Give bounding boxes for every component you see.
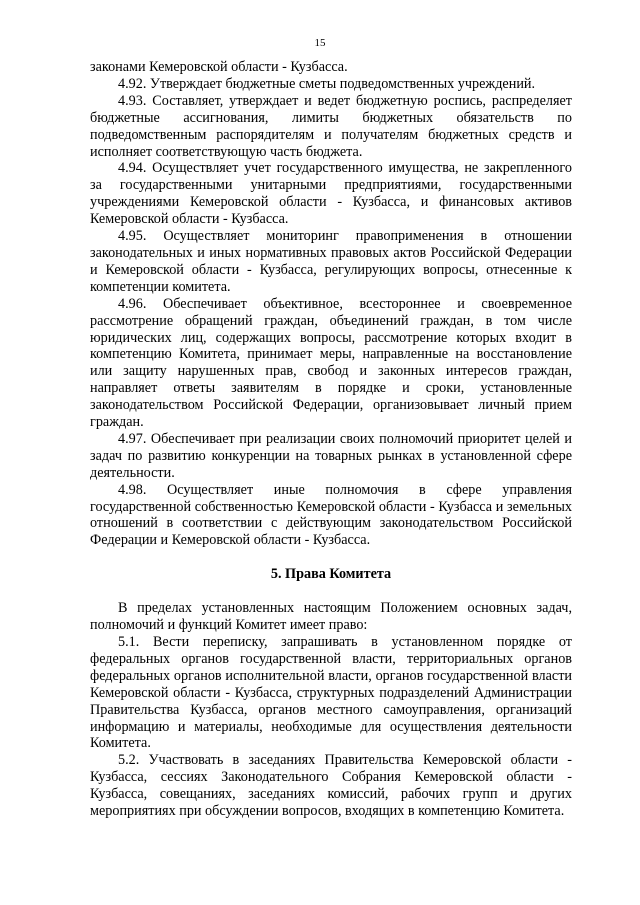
paragraph-5-1: 5.1. Вести переписку, запрашивать в установленном порядке от федеральных органов государственной власти, территориальных органов федеральных органов исполнительной власти, органов государственной власти Кемеровской области - Кузбасса, структурных подразделений Администрации Правительства Кузбасса, органов местного самоуправления, организаций информацию и материалы, необходимые для осуществления деятельности Комитета. [90, 634, 572, 752]
paragraph-section-intro: В пределах установленных настоящим Положением основных задач, полномочий и функций Комитет имеет право: [90, 600, 572, 634]
section-title: 5. Права Комитета [270, 566, 392, 583]
document-body [90, 59, 572, 820]
page-number: 15 [314, 37, 326, 49]
paragraph-continuation: законами Кемеровской области - Кузбасса. [90, 59, 348, 75]
paragraph-4-93: 4.93. Составляет, утверждает и ведет бюджетную роспись, распределяет бюджетные ассигнования, лимиты бюджетных обязательств по подведомственным распорядителям и получателям бюджетных средств и исполняет соответствующую часть бюджета. [90, 92, 572, 160]
paragraph-4-94: 4.94. Осуществляет учет государственного имущества, не закрепленного за государственными унитарными предприятиями, государственными учреждениями Кемеровской области - Кузбасса, и финансовых активов Кемеровской области - Кузбасса. [90, 160, 572, 228]
paragraph-4-92: 4.92. Утверждает бюджетные сметы подведомственных учреждений. [118, 75, 536, 92]
paragraph-4-97: 4.97. Обеспечивает при реализации своих полномочий приоритет целей и задач по развитию конкуренции на товарных рынках в установленной сфере деятельности. [90, 430, 572, 481]
paragraph-4-95: 4.95. Осуществляет мониторинг правоприменения в отношении законодательных и иных нормативных правовых актов Российской Федерации и Кемеровской области - Кузбасса, регулирующих вопросы, отнесенные к компетенции комитета. [90, 228, 572, 295]
paragraph-4-96: 4.96. Обеспечивает объективное, всестороннее и своевременное рассмотрение обращений граждан, объединений граждан, в том числе юридических лиц, содержащих вопросы, рассмотрение которых входит в компетенцию Комитета, принимает меры, направленные на восстановление или защиту нарушенных прав, свобод и законных интересов граждан, направляет ответы заявителям в порядке и сроки, установленные законодательством Российской Федерации, организовывает личный прием граждан. [90, 295, 572, 431]
paragraph-4-98: 4.98. Осуществляет иные полномочия в сфере управления государственной собственностью Кемеровской области - Кузбасса и земельных отношений в соответствии с действующим законодательством Российской Федерации и Кемеровской области - Кузбасса. [90, 481, 572, 549]
paragraph-5-2: 5.2. Участвовать в заседаниях Правительства Кемеровской области - Кузбасса, сессиях Законодательного Собрания Кемеровской области - Кузбасса, совещаниях, заседаниях комиссий, рабочих групп и других мероприятиях при обсуждении вопросов, входящих в компетенцию Комитета. [90, 752, 572, 820]
